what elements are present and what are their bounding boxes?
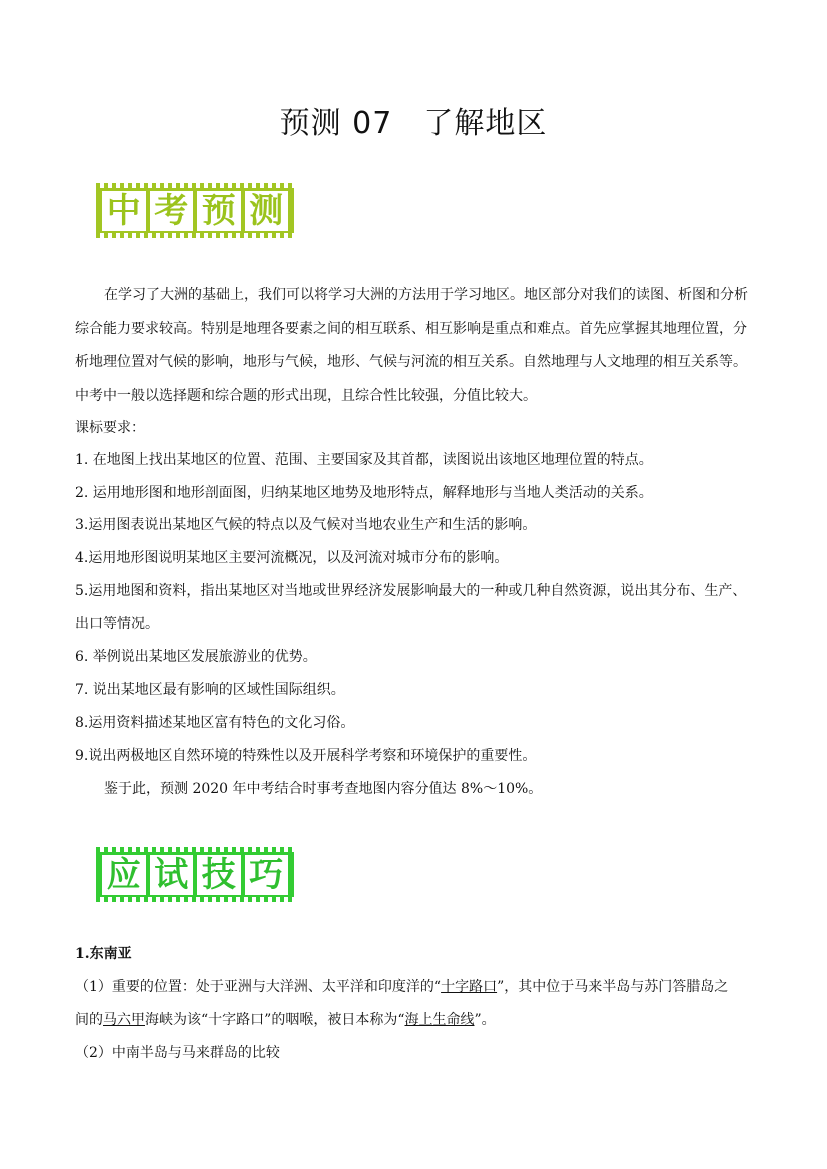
requirements-label: 课标要求： [75,420,145,436]
banner-char: 测 [245,191,289,231]
banner-char: 应 [102,855,146,895]
text-run: 间的 [75,1012,103,1028]
film-strip-top [96,847,294,852]
requirement-item: 5.运用地图和资料，指出某地区对当地或世界经济发展影响最大的一种或几种自然资源，说出其分布、生产、 [75,583,747,599]
banner-char: 巧 [245,855,289,895]
underlined-term: 十字路口 [441,979,498,995]
underlined-term: 海上生命线 [404,1012,475,1028]
requirement-item: 6. 举例说出某地区发展旅游业的优势。 [75,649,317,665]
text-run: 海峡为该“十字路口”的咽喉，被日本称为“ [145,1012,405,1028]
requirement-item: 2. 运用地形图和地形剖面图，归纳某地区地势及地形特点，解释地形与当地人类活动的关系。 [75,485,653,501]
underlined-term: 马六甲 [103,1012,145,1028]
text-run: ”。 [474,1012,496,1028]
page-title: 预测 07 了解地区 [279,106,548,141]
section-paragraph [75,1010,765,1030]
section-paragraph: （2）中南半岛与马来群岛的比较 [75,1045,280,1061]
requirement-item: 8.运用资料描述某地区富有特色的文化习俗。 [75,715,355,731]
forecast-banner [96,183,294,238]
banner-char: 技 [197,855,241,895]
banner-char: 试 [150,855,194,895]
banner-char: 中 [102,191,146,231]
text-run: （1）重要的位置：处于亚洲与大洋洲、太平洋和印度洋的“ [75,979,442,995]
section-paragraph [75,977,765,997]
banner-char: 考 [150,191,194,231]
requirement-item: 4.运用地形图说明某地区主要河流概况，以及河流对城市分布的影响。 [75,550,509,566]
banner-char: 预 [197,191,241,231]
section-heading: 1.东南亚 [75,946,132,962]
requirement-item: 3.运用图表说出某地区气候的特点以及气候对当地农业生产和生活的影响。 [75,517,537,533]
text-run: ”，其中位于马来半岛与苏门答腊岛之 [497,979,729,995]
film-strip-top [96,183,294,188]
requirement-item: 1. 在地图上找出某地区的位置、范围、主要国家及其首都，读图说出该地区地理位置的特点。 [75,452,653,468]
requirement-item: 9.说出两极地区自然环境的特殊性以及开展科学考察和环境保护的重要性。 [75,748,537,764]
requirement-item: 7. 说出某地区最有影响的区域性国际组织。 [75,682,345,698]
conclusion: 鉴于此，预测 2020 年中考结合时事考查地图内容分值达 8%～10%。 [104,781,543,797]
requirement-item: 出口等情况。 [75,616,159,632]
film-strip-bottom [96,233,294,238]
film-strip-bottom [96,897,294,902]
intro-paragraph: 在学习了大洲的基础上，我们可以将学习大洲的方法用于学习地区。地区部分对我们的读图、析图和分析综合能力要求较高。特别是地理各要素之间的相互联系、相互影响是重点和难点。首先应掌握其地理位置，分析地理位置对气候的影响，地形与气候，地形、气候与河流的相互关系。自然地理与人文地理的相互关系等。中考中一般以选择题和综合题的形式出现，且综合性比较强，分值比较大。 [75,287,748,404]
tips-banner [96,847,294,902]
